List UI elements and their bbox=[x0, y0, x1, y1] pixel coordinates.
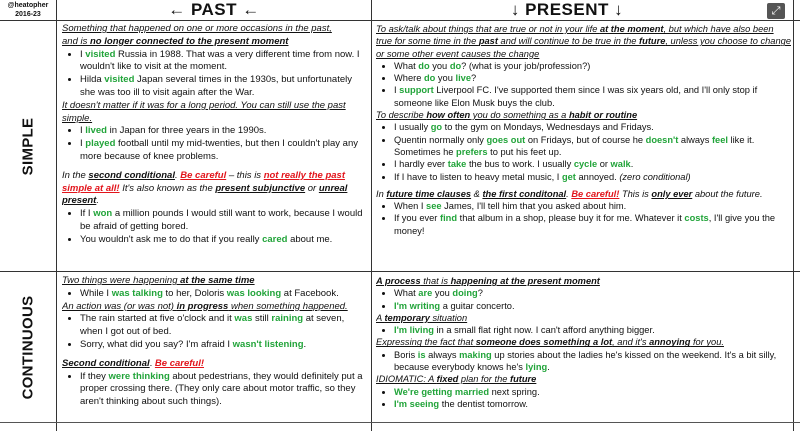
usage-heading: An action was (or was not) in progress when something happened. bbox=[62, 300, 348, 312]
example-item: • I played football until my mid-twenties, but then I couldn't play any more because of knee problems. bbox=[80, 138, 366, 164]
example-item: • If you ever find that album in a shop, please buy it for me. Whatever it costs, I'll give you the money! bbox=[394, 212, 792, 237]
example-item: • The rain started at five o'clock and it was still raining at seven, when I got out of bed. bbox=[80, 313, 366, 339]
usage-heading: To describe how often you do something as a habit or routine bbox=[376, 110, 638, 121]
example-item: • I usually go to the gym on Mondays, Wednesdays and Fridays. bbox=[394, 121, 792, 133]
example-item: • I'm seeing the dentist tomorrow. bbox=[394, 398, 792, 410]
example-item: • I'm living in a small flat right now. I can't afford anything bigger. bbox=[394, 324, 792, 336]
example-item: • I support Liverpool FC. I've supported them since I was six years old, and I'll only stop if someone like Elon Musk buys the club. bbox=[394, 84, 792, 109]
example-list bbox=[62, 208, 366, 246]
example-list bbox=[376, 287, 792, 312]
example-item: • What are you doing? bbox=[394, 287, 792, 299]
usage-heading: A temporary situation bbox=[376, 312, 468, 323]
example-list bbox=[376, 386, 792, 411]
usage-heading: IDIOMATIC: A fixed plan for the future bbox=[376, 374, 537, 385]
header-present: ↓ PRESENT ↓ bbox=[510, 0, 624, 19]
present-continuous-cell bbox=[376, 275, 792, 421]
author-years: 2016-23 bbox=[15, 11, 41, 18]
usage-note: It doesn't matter if it was for a long period. You can still use the past simple. bbox=[62, 99, 346, 124]
row-label-simple: SIMPLE bbox=[19, 117, 37, 175]
example-list bbox=[62, 371, 366, 409]
example-item: • You wouldn't ask me to do that if you really cared about me. bbox=[80, 234, 366, 247]
author-handle: @heatopher bbox=[7, 2, 49, 9]
present-simple-cell bbox=[376, 23, 792, 271]
divider bbox=[0, 20, 800, 21]
past-continuous-cell bbox=[62, 275, 366, 421]
example-item: • Where do you live? bbox=[394, 72, 792, 84]
example-list bbox=[62, 125, 366, 163]
divider bbox=[371, 0, 372, 431]
usage-heading: In future time clauses & the first conditonal. Be careful! This is only ever about the future. bbox=[376, 188, 763, 199]
example-item: • Sorry, what did you say? I'm afraid I wasn't listening. bbox=[80, 339, 366, 352]
example-item: • When I see James, I'll tell him that you asked about him. bbox=[394, 200, 792, 212]
example-list bbox=[376, 324, 792, 336]
usage-heading: A process that is happening at the present moment bbox=[376, 276, 600, 286]
usage-heading: In the second conditional. Be careful – this is not really the past simple at all! It's also known as the present subjunctive or unreal present. bbox=[62, 169, 348, 207]
example-item: • Boris is always making up stories about the ladies he's kissed on the weekend. It's a bit silly, because everybody knows he's lying. bbox=[394, 349, 792, 374]
example-list bbox=[62, 288, 366, 301]
example-item: • I visited Russia in 1988. That was a very different time from now. I wouldn't like to visit at the moment. bbox=[80, 49, 366, 75]
divider bbox=[0, 422, 800, 423]
example-list bbox=[376, 200, 792, 237]
usage-heading: Two things were happening at the same time bbox=[62, 275, 255, 286]
row-label-continuous: CONTINUOUS bbox=[19, 295, 37, 399]
example-item: • We're getting married next spring. bbox=[394, 386, 792, 398]
example-item: • If I have to listen to heavy metal music, I get annoyed. (zero conditional) bbox=[394, 171, 792, 183]
example-item: • What do you do? (what is your job/profession?) bbox=[394, 60, 792, 72]
example-list bbox=[62, 49, 366, 100]
example-item: • I'm writing a guitar concerto. bbox=[394, 300, 792, 312]
author-label bbox=[0, 0, 56, 21]
example-list bbox=[62, 313, 366, 351]
example-item: • Hilda visited Japan several times in the 1930s, but unfortunately she was too ill to visit again after the War. bbox=[80, 74, 366, 100]
usage-heading: Second conditional. Be careful! bbox=[62, 357, 205, 369]
usage-heading: Something that happened on one or more occasions in the past, bbox=[62, 23, 332, 34]
header-past: ← PAST ← bbox=[168, 0, 260, 19]
usage-heading: Expressing the fact that someone does something a lot, and it's annoying for you. bbox=[376, 337, 724, 348]
example-item: • If they were thinking about pedestrians, they would definitely put a proper crossing there. (They only care about motor traffic, so they aren't thinking about such things). bbox=[80, 371, 366, 409]
usage-heading: and is no longer connected to the present moment bbox=[62, 35, 289, 47]
example-item: • Quentin normally only goes out on Fridays, but of course he doesn't always feel like it. Sometimes he prefers to put his feet up. bbox=[394, 134, 792, 159]
example-item: • I lived in Japan for three years in the 1990s. bbox=[80, 125, 366, 138]
expand-icon[interactable]: ⤢ bbox=[767, 3, 785, 19]
example-item: • While I was talking to her, Doloris was looking at Facebook. bbox=[80, 288, 366, 301]
usage-heading: To ask/talk about things that are true or not in your life at the moment, but which have also been true for some time in the past and will continue to be true in the future, unless you choose to change or some other event causes the change bbox=[376, 24, 791, 59]
divider bbox=[0, 271, 800, 272]
example-list bbox=[376, 121, 792, 182]
example-list bbox=[376, 349, 792, 374]
example-item: • If I won a million pounds I would still want to work, because I would be afraid of getting bored. bbox=[80, 208, 366, 234]
divider bbox=[793, 0, 794, 431]
divider bbox=[56, 0, 57, 431]
past-simple-cell bbox=[62, 23, 366, 271]
example-list bbox=[376, 60, 792, 109]
example-item: • I hardly ever take the bus to work. I usually cycle or walk. bbox=[394, 158, 792, 170]
